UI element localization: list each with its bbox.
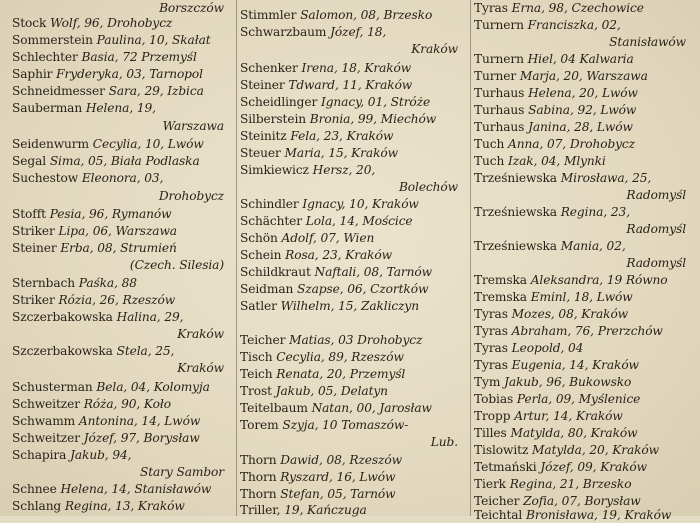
entry-surname: Steiner bbox=[240, 78, 285, 92]
entry-surname: Turhaus bbox=[474, 103, 525, 117]
entry-details: Mania, 02, bbox=[560, 239, 626, 253]
entry-surname: Suchestow bbox=[12, 171, 79, 185]
entry-details: Hersz, 20, bbox=[312, 163, 376, 177]
entry-continuation bbox=[411, 42, 458, 57]
entry-surname: Simkiewicz bbox=[240, 163, 309, 177]
entry-place: Lub. bbox=[430, 435, 458, 449]
entry-surname: Trost bbox=[240, 384, 272, 398]
entry-surname: Striker bbox=[12, 224, 55, 238]
entry-place: Stanisławów bbox=[609, 35, 686, 49]
entry-line bbox=[474, 494, 696, 509]
entry-surname: Szczerbakowska bbox=[12, 310, 113, 324]
entry-surname: Schapira bbox=[12, 448, 67, 462]
entry-details: Franciszka, 02, bbox=[527, 18, 621, 32]
entry-details: Lola, 14, Mościce bbox=[305, 214, 413, 228]
entry-details: Bela, 04, Kolomyja bbox=[96, 380, 210, 394]
entry-continuation bbox=[626, 256, 686, 271]
entry-details: Erna, 98, Czechowice bbox=[511, 1, 644, 15]
entry-surname: Tym bbox=[474, 375, 501, 389]
entry-line bbox=[240, 367, 468, 382]
entry-details: Szapse, 06, Czortków bbox=[297, 282, 429, 296]
entry-details: Hiel, 04 Kalwaria bbox=[527, 52, 634, 66]
entry-line bbox=[474, 69, 696, 84]
entry-line bbox=[474, 18, 696, 33]
entry-surname: Trześniewska bbox=[474, 171, 557, 185]
entry-details: Renata, 20, Przemyśl bbox=[276, 367, 406, 381]
entry-line bbox=[474, 307, 696, 322]
entry-line bbox=[240, 282, 468, 297]
entry-surname: Sauberman bbox=[12, 101, 83, 115]
entry-line bbox=[240, 487, 468, 502]
entry-details: Irena, 18, Kraków bbox=[301, 61, 412, 75]
entry-line bbox=[12, 414, 234, 429]
entry-details: Matias, 03 Drohobycz bbox=[289, 333, 423, 347]
entry-surname: Schweitzer bbox=[12, 397, 80, 411]
entry-place: (Czech. Silesia) bbox=[129, 258, 224, 272]
entry-line bbox=[12, 154, 234, 169]
entry-surname: Schwarzbaum bbox=[240, 25, 327, 39]
entry-line bbox=[474, 324, 696, 339]
entry-details: Rosa, 23, Kraków bbox=[285, 248, 392, 262]
column-3 bbox=[474, 0, 696, 522]
entry-surname: Saphir bbox=[12, 67, 53, 81]
entry-surname: Torem bbox=[240, 418, 279, 432]
entry-details: Wilhelm, 15, Zakliczyn bbox=[280, 299, 419, 313]
entry-surname: Teicher bbox=[474, 494, 520, 508]
entry-surname: Thorn bbox=[240, 470, 277, 484]
entry-surname: Tierk bbox=[474, 477, 506, 491]
entry-details: Naftali, 08, Tarnów bbox=[314, 265, 432, 279]
entry-line bbox=[12, 241, 234, 256]
entry-details: Bronia, 99, Miechów bbox=[309, 112, 437, 126]
entry-surname: Tisch bbox=[240, 350, 273, 364]
column-divider bbox=[236, 0, 237, 516]
entry-details: Pesia, 96, Rymanów bbox=[49, 207, 172, 221]
entry-surname: Schön bbox=[240, 231, 278, 245]
entry-continuation bbox=[159, 1, 224, 16]
entry-line bbox=[474, 171, 696, 186]
entry-surname: Trześniewska bbox=[474, 205, 557, 219]
column-2 bbox=[240, 0, 468, 516]
entry-line bbox=[240, 418, 468, 433]
entry-details: Antonina, 14, Lwów bbox=[78, 414, 201, 428]
entry-surname: Turhaus bbox=[474, 86, 525, 100]
entry-details: Eminl, 18, Lwów bbox=[530, 290, 633, 304]
entry-surname: Stofft bbox=[12, 207, 46, 221]
entry-line bbox=[474, 1, 696, 16]
entry-line bbox=[12, 380, 234, 395]
entry-line bbox=[474, 290, 696, 305]
entry-line bbox=[240, 333, 468, 348]
entry-place: Borszczów bbox=[159, 1, 224, 15]
entry-details: Halina, 29, bbox=[116, 310, 184, 324]
entry-surname: Tyras bbox=[474, 1, 508, 15]
entry-place: Drohobycz bbox=[158, 189, 224, 203]
entry-line bbox=[12, 67, 234, 82]
entry-surname: Tuch bbox=[474, 154, 505, 168]
entry-line bbox=[474, 103, 696, 118]
entry-continuation bbox=[159, 189, 224, 204]
entry-details: Regina, 21, Brzesko bbox=[509, 477, 632, 491]
entry-details: Helena, 14, Stanisławów bbox=[60, 482, 212, 496]
entry-surname: Segal bbox=[12, 154, 47, 168]
entry-place: Radomyśl bbox=[626, 188, 686, 202]
entry-line bbox=[240, 95, 468, 110]
entry-surname: Seidman bbox=[240, 282, 294, 296]
entry-continuation bbox=[609, 35, 686, 50]
entry-details: Sima, 05, Biała Podlaska bbox=[49, 154, 200, 168]
entry-surname: Schildkraut bbox=[240, 265, 311, 279]
entry-details: Józef, 18, bbox=[330, 25, 387, 39]
entry-details: Wolf, 96, Drohobycz bbox=[50, 16, 173, 30]
entry-continuation bbox=[163, 119, 224, 134]
entry-details: Zofia, 07, Borysław bbox=[523, 494, 641, 508]
entry-details: Sabina, 92, Lwów bbox=[528, 103, 637, 117]
entry-details: Tdward, 11, Kraków bbox=[288, 78, 413, 92]
entry-surname: Schein bbox=[240, 248, 282, 262]
entry-line bbox=[12, 293, 234, 308]
entry-line bbox=[240, 146, 468, 161]
entry-line bbox=[474, 341, 696, 356]
entry-details: Eleonora, 03, bbox=[81, 171, 164, 185]
entry-line bbox=[12, 224, 234, 239]
entry-surname: Schächter bbox=[240, 214, 303, 228]
entry-surname: Seidenwurm bbox=[12, 137, 89, 151]
entry-surname: Thorn bbox=[240, 487, 277, 501]
entry-line bbox=[12, 16, 234, 31]
entry-details: Stefan, 05, Tarnów bbox=[280, 487, 396, 501]
entry-details: 19, Kańczuga bbox=[284, 503, 367, 517]
entry-details: Mirosława, 25, bbox=[560, 171, 652, 185]
entry-line bbox=[474, 443, 696, 458]
entry-surname: Triller, bbox=[240, 503, 281, 517]
entry-details: Rózia, 26, Rzeszów bbox=[58, 293, 176, 307]
entry-line bbox=[12, 50, 234, 65]
entry-details: Aleksandra, 19 Równo bbox=[530, 273, 668, 287]
entry-line bbox=[474, 273, 696, 288]
entry-place: Bolechów bbox=[398, 180, 458, 194]
entry-place: Stary Sambor bbox=[139, 465, 224, 479]
entry-line bbox=[12, 84, 234, 99]
entry-details: Matylda, 80, Kraków bbox=[510, 426, 638, 440]
entry-surname: Schweitzer bbox=[12, 431, 80, 445]
entry-details: Matylda, 20, Kraków bbox=[532, 443, 659, 457]
entry-details: Erba, 08, Strumień bbox=[60, 241, 177, 255]
entry-continuation bbox=[140, 465, 224, 480]
column-1 bbox=[12, 0, 234, 516]
entry-place: Radomyśl bbox=[626, 222, 686, 236]
entry-line bbox=[240, 384, 468, 399]
entry-surname: Tremska bbox=[474, 273, 527, 287]
entry-continuation bbox=[626, 188, 686, 203]
entry-details: Paśka, 88 bbox=[78, 276, 137, 290]
entry-line bbox=[240, 350, 468, 365]
entry-surname: Turnern bbox=[474, 18, 524, 32]
entry-details: Lipa, 06, Warszawa bbox=[58, 224, 177, 238]
entry-surname: Steuer bbox=[240, 146, 281, 160]
entry-surname: Tilles bbox=[474, 426, 507, 440]
entry-line bbox=[12, 101, 234, 116]
entry-surname: Tremska bbox=[474, 290, 527, 304]
entry-surname: Schnee bbox=[12, 482, 57, 496]
entry-surname: Sommerstein bbox=[12, 33, 93, 47]
entry-surname: Tyras bbox=[474, 307, 508, 321]
entry-surname: Steiner bbox=[12, 241, 57, 255]
entry-line bbox=[12, 448, 234, 463]
entry-continuation bbox=[431, 435, 458, 450]
entry-line bbox=[240, 299, 468, 314]
entry-line bbox=[12, 33, 234, 48]
entry-details: Leopold, 04 bbox=[511, 341, 584, 355]
entry-line bbox=[12, 397, 234, 412]
entry-line bbox=[240, 163, 468, 178]
entry-line bbox=[12, 344, 234, 359]
entry-details: Helena, 19, bbox=[85, 101, 156, 115]
entry-details: Regina, 13, Kraków bbox=[64, 499, 185, 513]
entry-line bbox=[240, 197, 468, 212]
entry-line bbox=[12, 482, 234, 497]
column-divider bbox=[470, 0, 471, 516]
entry-details: Ryszard, 16, Lwów bbox=[280, 470, 396, 484]
entry-line bbox=[240, 248, 468, 263]
entry-surname: Satler bbox=[240, 299, 277, 313]
entry-line bbox=[240, 8, 468, 23]
entry-line bbox=[12, 431, 234, 446]
entry-line bbox=[240, 112, 468, 127]
entry-surname: Turhaus bbox=[474, 120, 525, 134]
entry-details: Jakub, 94, bbox=[70, 448, 132, 462]
entry-line bbox=[240, 78, 468, 93]
entry-line bbox=[474, 392, 696, 407]
entry-details: Abraham, 76, Prerzchów bbox=[511, 324, 663, 338]
entry-continuation bbox=[130, 258, 224, 273]
entry-details: Mozes, 08, Kraków bbox=[511, 307, 629, 321]
entry-surname: Schneidmesser bbox=[12, 84, 105, 98]
entry-details: Cecylia, 10, Lwów bbox=[92, 137, 204, 151]
entry-line bbox=[474, 477, 696, 492]
entry-details: Fryderyka, 03, Tarnopol bbox=[56, 67, 203, 81]
entry-line bbox=[474, 358, 696, 373]
entry-details: Bronisława, 19, Kraków bbox=[526, 508, 672, 522]
entry-line bbox=[240, 231, 468, 246]
entry-details: Salomon, 08, Brzesko bbox=[300, 8, 433, 22]
entry-details: Basia, 72 Przemyśl bbox=[81, 50, 197, 64]
entry-details: Maria, 15, Kraków bbox=[284, 146, 398, 160]
entry-surname: Schlechter bbox=[12, 50, 78, 64]
entry-line bbox=[240, 25, 468, 40]
entry-line bbox=[12, 499, 234, 514]
entry-line bbox=[240, 401, 468, 416]
entry-surname: Stock bbox=[12, 16, 47, 30]
entry-line bbox=[474, 239, 696, 254]
entry-details: Perla, 09, Myślenice bbox=[516, 392, 641, 406]
entry-surname: Striker bbox=[12, 293, 55, 307]
entry-place: Kraków bbox=[177, 361, 224, 375]
entry-details: Regina, 23, bbox=[560, 205, 630, 219]
entry-surname: Tropp bbox=[474, 409, 511, 423]
entry-line bbox=[240, 129, 468, 144]
entry-line bbox=[12, 207, 234, 222]
entry-place: Kraków bbox=[177, 327, 224, 341]
entry-details: Anna, 07, Drohobycz bbox=[508, 137, 635, 151]
entry-details: Cecylia, 89, Rzeszów bbox=[276, 350, 404, 364]
entry-details: Artur, 14, Kraków bbox=[514, 409, 623, 423]
entry-details: Józef, 97, Borysław bbox=[83, 431, 200, 445]
entry-surname: Schenker bbox=[240, 61, 298, 75]
entry-details: Marja, 20, Warszawa bbox=[519, 69, 648, 83]
entry-line bbox=[12, 137, 234, 152]
entry-surname: Schwamm bbox=[12, 414, 76, 428]
entry-surname: Schusterman bbox=[12, 380, 93, 394]
entry-place: Warszawa bbox=[162, 119, 224, 133]
entry-details: Izak, 04, Mlynki bbox=[508, 154, 606, 168]
entry-surname: Szczerbakowska bbox=[12, 344, 113, 358]
entry-place: Kraków bbox=[411, 42, 458, 56]
entry-surname: Silberstein bbox=[240, 112, 306, 126]
entry-details: Helena, 20, Lwów bbox=[528, 86, 638, 100]
entry-details: Róża, 90, Koło bbox=[83, 397, 171, 411]
entry-surname: Tobias bbox=[474, 392, 514, 406]
entry-details: Janina, 28, Lwów bbox=[528, 120, 633, 134]
entry-surname: Thorn bbox=[240, 453, 277, 467]
entry-surname: Stimmler bbox=[240, 8, 297, 22]
entry-details: Paulina, 10, Skałat bbox=[96, 33, 211, 47]
entry-line bbox=[12, 171, 234, 186]
entry-surname: Tuch bbox=[474, 137, 505, 151]
entry-line bbox=[474, 137, 696, 152]
entry-details: Stela, 25, bbox=[116, 344, 175, 358]
entry-line bbox=[474, 426, 696, 441]
entry-continuation bbox=[399, 180, 458, 195]
entry-surname: Turner bbox=[474, 69, 517, 83]
entry-surname: Tyras bbox=[474, 324, 508, 338]
entry-line bbox=[240, 61, 468, 76]
entry-surname: Schlang bbox=[12, 499, 62, 513]
entry-details: Jakub, 05, Delatyn bbox=[275, 384, 388, 398]
entry-line bbox=[474, 409, 696, 424]
entry-line bbox=[474, 52, 696, 67]
entry-line bbox=[240, 214, 468, 229]
entry-surname: Steinitz bbox=[240, 129, 287, 143]
entry-line bbox=[474, 375, 696, 390]
entry-continuation bbox=[177, 361, 224, 376]
entry-surname: Tetmański bbox=[474, 460, 537, 474]
entry-surname: Teichtal bbox=[474, 508, 523, 522]
entry-details: Ignacy, 10, Kraków bbox=[302, 197, 419, 211]
entry-continuation bbox=[626, 222, 686, 237]
entry-line bbox=[240, 453, 468, 468]
entry-place: Radomyśl bbox=[626, 256, 686, 270]
entry-line bbox=[474, 86, 696, 101]
entry-continuation bbox=[177, 327, 224, 342]
entry-line bbox=[240, 470, 468, 485]
entry-surname: Teich bbox=[240, 367, 273, 381]
entry-details: Józef, 09, Kraków bbox=[540, 460, 647, 474]
entry-line bbox=[474, 154, 696, 169]
entry-surname: Scheidlinger bbox=[240, 95, 318, 109]
entry-line bbox=[474, 205, 696, 220]
entry-line bbox=[12, 310, 234, 325]
entry-details: Dawid, 08, Rzeszów bbox=[280, 453, 402, 467]
entry-details: Fela, 23, Kraków bbox=[290, 129, 394, 143]
entry-details: Adolf, 07, Wien bbox=[281, 231, 375, 245]
entry-details: Szyja, 10 Tomaszów- bbox=[282, 418, 409, 432]
entry-surname: Tyras bbox=[474, 341, 508, 355]
entry-line bbox=[12, 276, 234, 291]
entry-surname: Tislowitz bbox=[474, 443, 529, 457]
entry-line bbox=[474, 120, 696, 135]
entry-surname: Teitelbaum bbox=[240, 401, 308, 415]
entry-line bbox=[240, 265, 468, 280]
entry-surname: Tyras bbox=[474, 358, 508, 372]
entry-surname: Sternbach bbox=[12, 276, 75, 290]
entry-surname: Turnern bbox=[474, 52, 524, 66]
entry-details: Eugenia, 14, Kraków bbox=[511, 358, 639, 372]
entry-surname: Teicher bbox=[240, 333, 286, 347]
entry-details: Natan, 00, Jarosław bbox=[311, 401, 432, 415]
entry-surname: Trześniewska bbox=[474, 239, 557, 253]
entry-line bbox=[474, 460, 696, 475]
entry-details: Ignacy, 01, Stróże bbox=[321, 95, 431, 109]
entry-details: Jakub, 96, Bukowsko bbox=[504, 375, 632, 389]
entry-surname: Schindler bbox=[240, 197, 299, 211]
entry-details: Sara, 29, Izbica bbox=[108, 84, 204, 98]
